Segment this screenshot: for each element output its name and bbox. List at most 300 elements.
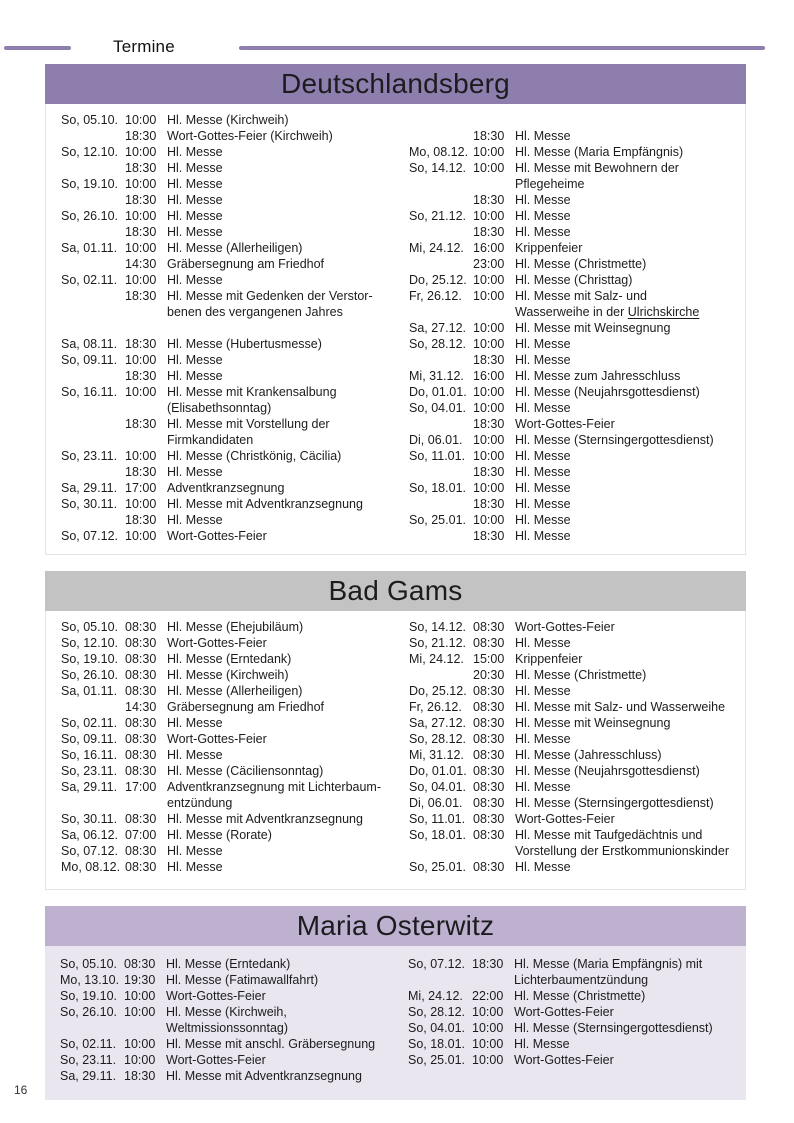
row-time: 08:30 xyxy=(125,812,157,826)
row-day: So, 05.10. xyxy=(61,113,118,127)
schedule-row-line xyxy=(409,320,739,336)
schedule-row-line xyxy=(409,667,739,683)
schedule-row xyxy=(61,288,407,320)
schedule-row-line xyxy=(409,763,739,779)
row-time: 07:00 xyxy=(125,828,157,842)
row-text: Hl. Messe xyxy=(515,225,571,239)
schedule-row-line xyxy=(409,240,739,256)
row-text: Hl. Messe mit Krankensalbung xyxy=(167,385,337,399)
row-time: 18:30 xyxy=(125,193,157,207)
row-text: Hl. Messe (Christtag) xyxy=(515,273,633,287)
row-text: Hl. Messe xyxy=(167,369,223,383)
row-day: Sa, 27.12. xyxy=(409,716,466,730)
schedule-row xyxy=(409,336,739,352)
row-text: Hl. Messe (Maria Empfängnis) mit xyxy=(514,957,703,971)
schedule-row xyxy=(61,272,407,288)
schedule-row-line xyxy=(409,464,739,480)
row-day: So, 18.01. xyxy=(409,481,466,495)
row-time: 08:30 xyxy=(473,700,505,714)
schedule-row xyxy=(409,619,739,635)
row-day: So, 21.12. xyxy=(409,209,466,223)
schedule-column-right xyxy=(407,112,739,544)
row-text: Hl. Messe xyxy=(515,481,571,495)
schedule-row xyxy=(61,512,407,528)
row-text: Hl. Messe mit Gedenken der Verstor- xyxy=(167,289,373,303)
schedule-row xyxy=(61,683,407,699)
row-time: 18:30 xyxy=(125,225,157,239)
row-time: 10:00 xyxy=(473,401,505,415)
row-time: 08:30 xyxy=(473,636,505,650)
row-day: So, 04.01. xyxy=(409,401,466,415)
schedule-row xyxy=(409,464,739,480)
row-text: Wort-Gottes-Feier xyxy=(515,417,615,431)
row-text: Hl. Messe mit Taufgedächtnis und xyxy=(515,828,703,842)
section-title: Bad Gams xyxy=(328,575,463,606)
schedule-row xyxy=(409,667,739,683)
row-day: Mi, 24.12. xyxy=(408,989,463,1003)
schedule-row xyxy=(409,320,739,336)
schedule-row xyxy=(60,1004,406,1036)
row-text: Hl. Messe xyxy=(515,780,571,794)
row-time: 17:00 xyxy=(125,780,157,794)
row-text: Wort-Gottes-Feier xyxy=(166,989,266,1003)
schedule-row-line xyxy=(409,683,739,699)
row-time: 18:30 xyxy=(473,465,505,479)
row-day: So, 28.12. xyxy=(408,1005,465,1019)
row-time: 18:30 xyxy=(473,353,505,367)
schedule-row xyxy=(61,496,407,512)
schedule-row xyxy=(408,1004,740,1020)
row-time: 10:00 xyxy=(125,353,157,367)
row-time: 10:00 xyxy=(125,145,157,159)
schedule-row xyxy=(61,176,407,192)
row-text: Hl. Messe xyxy=(515,401,571,415)
row-time: 08:30 xyxy=(125,652,157,666)
row-time: 08:30 xyxy=(125,684,157,698)
row-day: Mi, 31.12. xyxy=(409,369,464,383)
schedule-row-line xyxy=(61,731,407,747)
row-text: Hl. Messe (Erntedank) xyxy=(166,957,291,971)
row-day: Sa, 01.11. xyxy=(61,241,118,255)
row-day-spacer xyxy=(61,304,125,320)
schedule-row xyxy=(409,400,739,416)
row-text: Hl. Messe xyxy=(167,844,223,858)
row-day-spacer xyxy=(409,176,473,192)
row-day xyxy=(409,496,473,512)
schedule-row-line xyxy=(409,512,739,528)
row-text: Hl. Messe xyxy=(167,860,223,874)
row-day xyxy=(61,192,125,208)
row-day xyxy=(61,699,125,715)
row-time: 08:30 xyxy=(125,732,157,746)
row-day xyxy=(61,512,125,528)
schedule-row xyxy=(409,240,739,256)
schedule-row xyxy=(409,683,739,699)
schedule-row-line xyxy=(61,635,407,651)
row-time: 10:00 xyxy=(473,321,505,335)
schedule-row xyxy=(409,128,739,144)
row-text: Hl. Messe xyxy=(167,273,223,287)
schedule-row xyxy=(409,859,739,875)
row-day: So, 23.11. xyxy=(61,449,118,463)
schedule-row-line xyxy=(61,384,407,400)
row-text-line2: Firmkandidaten xyxy=(167,433,254,447)
schedule-column-left xyxy=(60,956,406,1084)
row-text: Hl. Messe xyxy=(515,353,571,367)
row-day xyxy=(61,464,125,480)
row-time: 08:30 xyxy=(125,636,157,650)
schedule-row xyxy=(409,763,739,779)
row-text: Hl. Messe (Ehejubiläum) xyxy=(167,620,304,634)
row-time: 08:30 xyxy=(125,620,157,634)
row-text: Hl. Messe xyxy=(167,465,223,479)
row-time: 14:30 xyxy=(125,257,157,271)
row-time: 08:30 xyxy=(125,668,157,682)
schedule-row-line xyxy=(61,272,407,288)
row-day xyxy=(409,464,473,480)
row-text: Hl. Messe xyxy=(167,716,223,730)
row-day: So, 28.12. xyxy=(409,337,466,351)
row-day: So, 26.10. xyxy=(60,1005,117,1019)
row-day-spacer xyxy=(60,1020,124,1036)
schedule-row-line xyxy=(409,192,739,208)
row-time: 08:30 xyxy=(125,860,157,874)
row-text: Hl. Messe xyxy=(167,193,223,207)
row-time-spacer xyxy=(125,432,167,448)
schedule-row xyxy=(408,988,740,1004)
row-day: So, 26.10. xyxy=(61,209,118,223)
schedule-row-line xyxy=(409,256,739,272)
underlined-text: Ulrichskirche xyxy=(627,305,700,319)
schedule-row xyxy=(61,448,407,464)
row-day xyxy=(61,368,125,384)
row-time: 18:30 xyxy=(125,289,157,303)
row-text: Hl. Messe xyxy=(515,209,571,223)
schedule-row-line xyxy=(60,1068,406,1084)
schedule-row-continuation xyxy=(61,432,407,448)
row-text: Wort-Gottes-Feier xyxy=(514,1053,614,1067)
row-text: Hl. Messe xyxy=(515,129,571,143)
schedule-row-line xyxy=(61,256,407,272)
row-day: Sa, 29.11. xyxy=(61,780,118,794)
row-time-spacer xyxy=(125,795,167,811)
schedule-row-line xyxy=(409,144,739,160)
row-day: So, 21.12. xyxy=(409,636,466,650)
row-day: So, 02.11. xyxy=(60,1037,117,1051)
schedule-row xyxy=(409,160,739,192)
schedule-row xyxy=(61,144,407,160)
row-time: 10:00 xyxy=(125,113,157,127)
row-time: 08:30 xyxy=(473,620,505,634)
schedule-row-line xyxy=(61,619,407,635)
section-title: Deutschlandsberg xyxy=(281,68,510,99)
schedule-row-line xyxy=(61,144,407,160)
row-time: 08:30 xyxy=(473,764,505,778)
schedule-row xyxy=(409,651,739,667)
row-time: 18:30 xyxy=(473,497,505,511)
row-day: Do, 01.01. xyxy=(409,764,467,778)
row-day: So, 19.10. xyxy=(61,177,118,191)
schedule-row xyxy=(61,240,407,256)
row-day: So, 05.10. xyxy=(60,957,117,971)
row-time: 10:00 xyxy=(125,529,157,543)
section-banner xyxy=(45,906,746,946)
schedule-row-line xyxy=(409,352,739,368)
row-day xyxy=(409,528,473,544)
row-day: So, 28.12. xyxy=(409,732,466,746)
row-text: Hl. Messe (Christmette) xyxy=(514,989,646,1003)
row-day-spacer xyxy=(408,972,472,988)
schedule-row xyxy=(61,192,407,208)
row-text-line2: (Elisabethsonntag) xyxy=(167,401,272,415)
schedule-row-line xyxy=(60,956,406,972)
row-text: Hl. Messe xyxy=(167,209,223,223)
schedule-row xyxy=(61,112,407,128)
row-time: 10:00 xyxy=(125,177,157,191)
row-day: So, 18.01. xyxy=(408,1037,465,1051)
row-time: 08:30 xyxy=(125,844,157,858)
schedule-row-line xyxy=(409,699,739,715)
row-day: So, 12.10. xyxy=(61,145,118,159)
row-time: 08:30 xyxy=(473,796,505,810)
schedule-row-line xyxy=(60,1004,406,1020)
row-time: 18:30 xyxy=(473,225,505,239)
schedule-row xyxy=(61,528,407,544)
schedule-row-line xyxy=(409,795,739,811)
row-time: 18:30 xyxy=(473,129,505,143)
schedule-row-line xyxy=(61,667,407,683)
schedule-row-line xyxy=(409,827,739,843)
schedule-row-line xyxy=(61,651,407,667)
row-time: 10:00 xyxy=(124,1053,156,1067)
row-day xyxy=(61,224,125,240)
row-text: Hl. Messe (Jahresschluss) xyxy=(515,748,662,762)
row-day: Fr, 26.12. xyxy=(409,289,462,303)
row-day: So, 18.01. xyxy=(409,828,466,842)
row-time: 10:00 xyxy=(472,1005,504,1019)
schedule-row xyxy=(61,731,407,747)
schedule-row xyxy=(61,416,407,448)
row-time: 08:30 xyxy=(473,748,505,762)
schedule-row-line xyxy=(409,528,739,544)
row-day: Sa, 01.11. xyxy=(61,684,118,698)
schedule-row xyxy=(408,1052,740,1068)
row-text: Hl. Messe xyxy=(167,748,223,762)
row-text: Hl. Messe (Fatimawallfahrt) xyxy=(166,973,319,987)
row-text-line2: benen des vergangenen Jahres xyxy=(167,305,343,319)
schedule-row-line xyxy=(409,496,739,512)
row-time: 10:00 xyxy=(125,209,157,223)
page-number: 16 xyxy=(14,1083,28,1097)
row-time: 10:00 xyxy=(473,433,505,447)
schedule-row-line xyxy=(408,1020,740,1036)
schedule-row xyxy=(409,144,739,160)
section-banner xyxy=(45,64,746,104)
row-time: 10:00 xyxy=(473,161,505,175)
schedule-row-line xyxy=(61,240,407,256)
schedule-row-continuation xyxy=(61,304,407,320)
row-day: Sa, 06.12. xyxy=(61,828,118,842)
schedule-row-line xyxy=(61,496,407,512)
schedule-row xyxy=(60,1052,406,1068)
schedule-row-line xyxy=(409,811,739,827)
schedule-row xyxy=(61,763,407,779)
schedule-row xyxy=(409,795,739,811)
sections-container xyxy=(45,64,746,1116)
row-day: So, 02.11. xyxy=(61,273,118,287)
row-text: Hl. Messe xyxy=(515,732,571,746)
schedule-row xyxy=(60,956,406,972)
schedule-row-line xyxy=(409,416,739,432)
row-time: 10:00 xyxy=(124,1037,156,1051)
row-time: 08:30 xyxy=(125,748,157,762)
row-text: Hl. Messe xyxy=(167,513,223,527)
schedule-row xyxy=(61,779,407,811)
row-day: So, 04.01. xyxy=(408,1021,465,1035)
row-time: 10:00 xyxy=(125,497,157,511)
row-text: Wort-Gottes-Feier xyxy=(167,636,267,650)
schedule-row xyxy=(409,747,739,763)
schedule-row xyxy=(409,779,739,795)
row-time-spacer xyxy=(473,843,515,859)
row-text: Hl. Messe xyxy=(515,337,571,351)
row-time: 10:00 xyxy=(472,1037,504,1051)
row-day xyxy=(61,288,125,304)
schedule-column-left xyxy=(61,619,407,875)
schedule-row xyxy=(409,352,739,368)
schedule-row-continuation xyxy=(408,972,740,988)
row-day xyxy=(61,416,125,432)
row-day: So, 11.01. xyxy=(409,812,466,826)
row-day xyxy=(409,256,473,272)
schedule-row-line xyxy=(61,763,407,779)
row-time: 08:30 xyxy=(473,828,505,842)
schedule-row-line xyxy=(61,843,407,859)
schedule-row xyxy=(409,448,739,464)
schedule-row xyxy=(408,1020,740,1036)
schedule-row-line xyxy=(61,288,407,304)
row-day: So, 19.10. xyxy=(61,652,118,666)
row-time-spacer xyxy=(472,972,514,988)
schedule-row xyxy=(409,635,739,651)
schedule-column-right xyxy=(407,619,739,875)
schedule-row-continuation xyxy=(61,400,407,416)
row-text-line2: Weltmissionssonntag) xyxy=(166,1021,289,1035)
schedule-row-line xyxy=(60,988,406,1004)
section-banner xyxy=(45,571,746,611)
row-text: Hl. Messe mit Weinsegnung xyxy=(515,716,671,730)
schedule-row-line xyxy=(60,1036,406,1052)
row-day: So, 09.11. xyxy=(61,353,118,367)
schedule-row-line xyxy=(60,1052,406,1068)
row-text: Hl. Messe zum Jahresschluss xyxy=(515,369,681,383)
schedule-row xyxy=(61,224,407,240)
schedule-row-line xyxy=(409,715,739,731)
schedule-row xyxy=(61,651,407,667)
schedule-row-continuation xyxy=(409,843,739,859)
schedule-row-line xyxy=(61,859,407,875)
row-text: Hl. Messe xyxy=(515,860,571,874)
schedule-row xyxy=(409,699,739,715)
row-time: 10:00 xyxy=(473,449,505,463)
row-text: Hl. Messe mit Weinsegnung xyxy=(515,321,671,335)
row-day: So, 30.11. xyxy=(61,497,118,511)
row-time: 16:00 xyxy=(473,369,505,383)
row-time-spacer xyxy=(125,304,167,320)
schedule-row xyxy=(409,827,739,859)
row-time: 08:30 xyxy=(125,764,157,778)
schedule-row xyxy=(409,715,739,731)
row-time: 08:30 xyxy=(125,716,157,730)
schedule-row xyxy=(61,480,407,496)
schedule-row-line xyxy=(61,224,407,240)
row-text: Hl. Messe mit Adventkranzsegnung xyxy=(167,812,363,826)
row-text: Wort-Gottes-Feier xyxy=(515,812,615,826)
row-day: Sa, 27.12. xyxy=(409,321,466,335)
schedule-column-left xyxy=(61,112,407,544)
row-text: Hl. Messe (Kirchweih) xyxy=(167,113,289,127)
schedule-row xyxy=(409,496,739,512)
row-time: 10:00 xyxy=(125,241,157,255)
row-day: So, 16.11. xyxy=(61,748,118,762)
row-text: Hl. Messe (Christkönig, Cäcilia) xyxy=(167,449,342,463)
row-day: So, 23.11. xyxy=(60,1053,117,1067)
row-text: Hl. Messe xyxy=(515,497,571,511)
row-text: Hl. Messe (Maria Empfängnis) xyxy=(515,145,684,159)
row-time: 14:30 xyxy=(125,700,157,714)
row-text: Wort-Gottes-Feier xyxy=(167,529,267,543)
schedule-row-line xyxy=(409,160,739,176)
schedule-row-line xyxy=(61,368,407,384)
section-title: Maria Osterwitz xyxy=(296,910,495,941)
row-text: Hl. Messe (Allerheiligen) xyxy=(167,684,303,698)
row-text-line2: Wasserweihe in der Ulrichskirche xyxy=(515,305,700,319)
row-day: So, 09.11. xyxy=(61,732,118,746)
row-day: So, 26.10. xyxy=(61,668,118,682)
schedule-row-line xyxy=(409,651,739,667)
row-day xyxy=(409,192,473,208)
row-day: Mo, 08.12. xyxy=(61,860,121,874)
row-time: 18:30 xyxy=(125,337,157,351)
schedule-row-line xyxy=(61,512,407,528)
row-day: Do, 25.12. xyxy=(409,273,467,287)
row-day: Do, 01.01. xyxy=(409,385,467,399)
schedule-row xyxy=(409,811,739,827)
row-text: Adventkranzsegnung mit Lichterbaum- xyxy=(167,780,382,794)
kicker-rule-left xyxy=(4,46,71,50)
schedule-row xyxy=(60,972,406,988)
schedule-row xyxy=(409,256,739,272)
row-day xyxy=(409,352,473,368)
row-text: Hl. Messe xyxy=(515,636,571,650)
schedule-row-line xyxy=(61,160,407,176)
row-text-line2: Vorstellung der Erstkommunionskinder xyxy=(515,844,729,858)
schedule-row-line xyxy=(61,128,407,144)
row-time: 10:00 xyxy=(472,1053,504,1067)
schedule-row xyxy=(61,128,407,144)
schedule-row-line xyxy=(61,747,407,763)
row-day: Sa, 29.11. xyxy=(60,1069,117,1083)
row-time: 10:00 xyxy=(473,289,505,303)
row-time: 10:00 xyxy=(125,273,157,287)
schedule-row xyxy=(60,1068,406,1084)
row-time: 18:30 xyxy=(125,161,157,175)
row-day-spacer xyxy=(61,795,125,811)
section-body xyxy=(45,104,746,555)
schedule-row-line xyxy=(409,859,739,875)
schedule-row-line xyxy=(61,464,407,480)
row-time: 08:30 xyxy=(473,812,505,826)
